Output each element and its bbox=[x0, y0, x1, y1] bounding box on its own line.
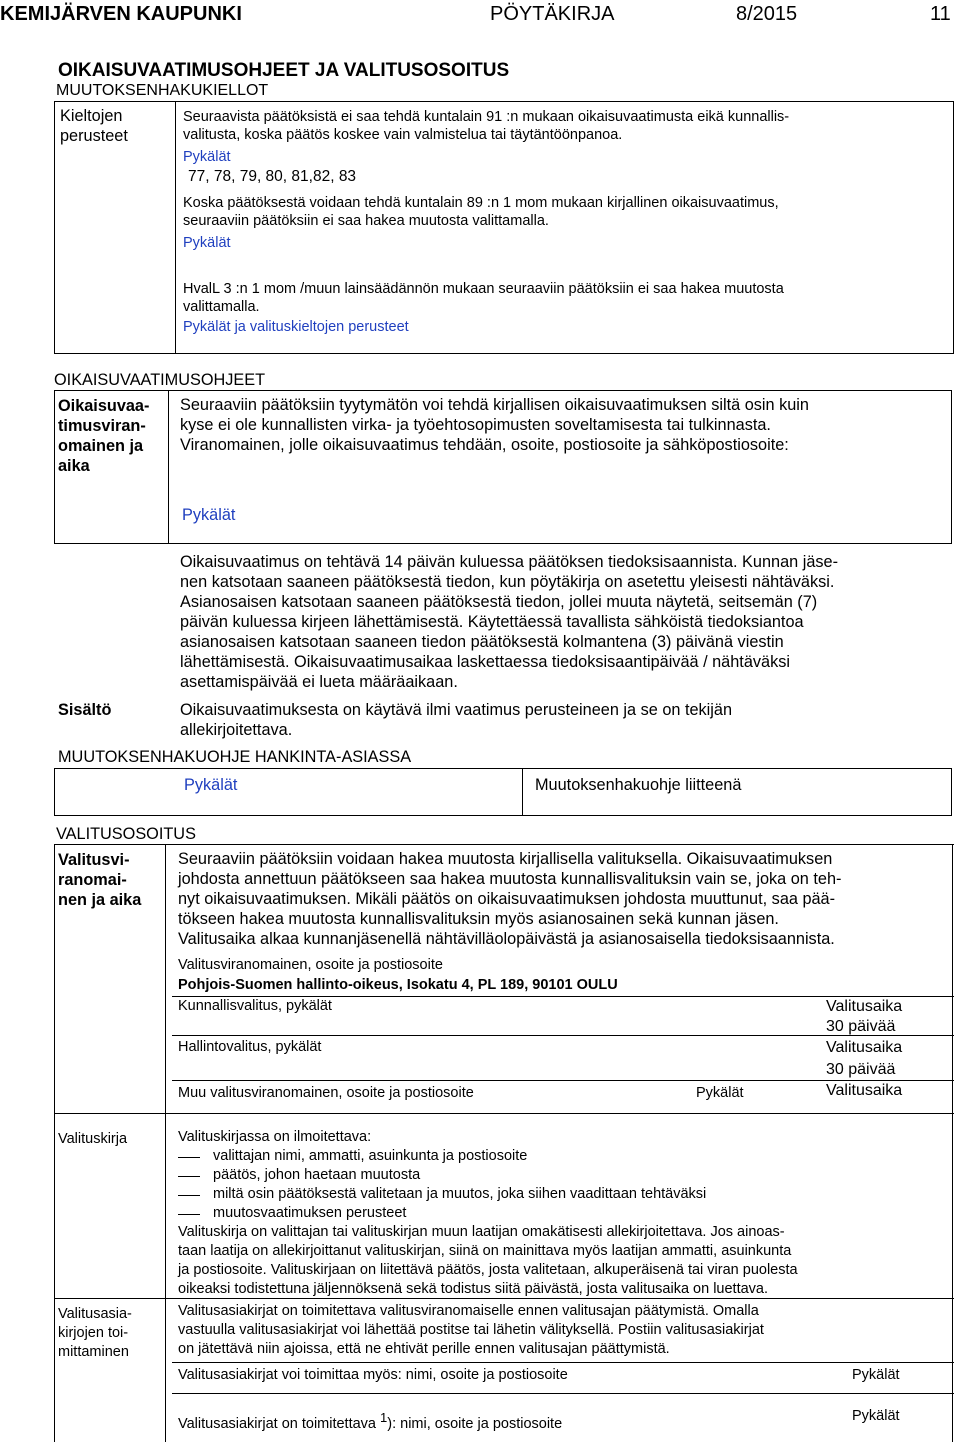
municipal-appeal-label: Kunnallisvalitus, pykälät bbox=[178, 998, 332, 1014]
section2-p3: Oikaisuvaatimuksesta on käytävä ilmi vaatimus perusteineen ja se on tekijän allekirjoitettava. bbox=[180, 701, 733, 739]
page-title: OIKAISUVAATIMUSOHJEET JA VALITUSOSOITUS bbox=[58, 60, 510, 81]
section1-heading: MUUTOKSENHAKUKIELLOT bbox=[56, 82, 269, 99]
delivery-to-label: Valitusasiakirjat on toimitettava $^1$): nimi, osoite ja postiosoite bbox=[178, 1410, 563, 1432]
section1-divider bbox=[175, 101, 176, 354]
delivery-to-pykalat: Pykälät bbox=[852, 1408, 900, 1424]
section4-label-appeal-letter: Valituskirja bbox=[58, 1131, 128, 1147]
appeal-authority-label: Valitusviranomainen, osoite ja postiosoite bbox=[178, 957, 443, 973]
section4-right-border bbox=[952, 844, 953, 1442]
section2-p2: Oikaisuvaatimus on tehtävä 14 päivän kuluessa päätöksen tiedoksisaannista. Kunnan jäse- nen katsotaan saaneen päätöksestä tiedon, kun pöytäkirja on asetettu yleisesti nähtäväksi. Asianosaisen katsotaan saaneen päätöksestä tiedon, jollei muuta näytetä, seitsemän (7) päivän kuluessa kirjeen lähettämisestä. Käytettäessä tavallista sähköistä tiedoksiantoa asianosaisen katsotaan saaneen tiedon päätöksestä kolmantena (3) päivänä viestin lähettämisestä. Oikaisuvaatimusaikaa laskettaessa tiedoksisaantipäivää / nähtäväksi asettamispäivää ei lueta määräaikaan. bbox=[180, 553, 838, 691]
section2-pykalat: Pykälät bbox=[182, 506, 236, 524]
section4-divider bbox=[165, 844, 166, 1442]
doc-number: 8/2015 bbox=[736, 3, 798, 25]
delivery-text: Valitusasiakirjat on toimitettava valitusviranomaiselle ennen valitusajan päätymistä. Omalla vastuulla valitusasiakirjat voi lähettää postitse tai lähetin välityksellä. Postiin valitusasiakirjat on jätettävä niin ajoissa, että ne ehtivät perille ennen valitusajan päättymistä. bbox=[178, 1303, 764, 1357]
administrative-appeal-time: Valitusaika 30 päivää bbox=[826, 1039, 903, 1078]
section4-left-border bbox=[54, 844, 55, 1442]
rule-6 bbox=[172, 1362, 954, 1363]
appeal-letter-item: valittajan nimi, ammatti, asuinkunta ja postiosoite bbox=[213, 1148, 528, 1164]
administrative-appeal-label: Hallintovalitus, pykälät bbox=[178, 1039, 322, 1055]
section1-pykalat-3: Pykälät ja valituskieltojen perusteet bbox=[183, 319, 409, 335]
bullet-dash bbox=[178, 1214, 200, 1215]
bullet-dash bbox=[178, 1176, 200, 1177]
section2-label-authority: Oikaisuvaa- timusviran- omainen ja aika bbox=[58, 397, 150, 475]
other-authority-pykalat: Pykälät bbox=[696, 1085, 744, 1101]
section1-pykalat-2: Pykälät bbox=[183, 235, 231, 251]
section1-label: Kieltojen perusteet bbox=[60, 107, 128, 145]
section4-top-rule bbox=[54, 844, 954, 845]
delivery-alt-pykalat: Pykälät bbox=[852, 1367, 900, 1383]
section1-numbers: 77, 78, 79, 80, 81,82, 83 bbox=[188, 168, 357, 185]
section1-pykalat-1: Pykälät bbox=[183, 149, 231, 165]
section3-pykalat: Pykälät bbox=[184, 776, 238, 794]
appeal-authority: Pohjois-Suomen hallinto-oikeus, Isokatu 4, PL 189, 90101 OULU bbox=[178, 977, 618, 993]
section2-heading: OIKAISUVAATIMUSOHJEET bbox=[54, 371, 266, 389]
doc-type: PÖYTÄKIRJA bbox=[490, 3, 615, 25]
section3-heading: MUUTOKSENHAKUOHJE HANKINTA-ASIASSA bbox=[58, 748, 412, 766]
section4-label-delivery: Valitusasia- kirjojen toi- mittaminen bbox=[58, 1306, 132, 1360]
rule-5 bbox=[54, 1298, 954, 1299]
section4-label-authority: Valitusvi- ranomai- nen ja aika bbox=[58, 851, 142, 909]
section1-p2: Koska päätöksestä voidaan tehdä kuntalain 89 :n 1 mom mukaan kirjallinen oikaisuvaatimus, seuraaviin päätöksiin ei saa hakea muutosta valittamalla. bbox=[183, 195, 779, 229]
appeal-letter-item: päätös, johon haetaan muutosta bbox=[213, 1167, 421, 1183]
section1-p1: Seuraavista päätöksistä ei saa tehdä kuntalain 91 :n mukaan oikaisuvaatimusta eikä kunnallis- valitusta, koska päätös koskee vain valmistelua tai täytäntöönpanoa. bbox=[183, 109, 790, 143]
section3-divider bbox=[522, 768, 523, 816]
other-authority-time: Valitusaika bbox=[826, 1082, 903, 1099]
appeal-letter-text: Valituskirja on valittajan tai valituskirjan muun laatijan omakätisesti allekirjoitettava. Jos ainoas- taan laatija on allekirjoittanut valituskirjan, siinä on mainittava myös laatijan ammatti, asuinkunta ja postiosoite. Valituskirjaan on liitettävä päätös, josta valitetaan, alkuperäisenä tai viran puolesta oikeaksi todistettuna jäljennöksenä sekä todistus siitä päivästä, josta valitusaika on luettava. bbox=[178, 1224, 798, 1297]
section2-p1: Seuraaviin päätöksiin tyytymätön voi tehdä kirjallisen oikaisuvaatimuksen siltä osin kuin kyse ei ole kunnallisten virka- ja työehtosopimusten soveltamisesta tai tulkinnasta. Viranomainen, jolle oikaisuvaatimus tehdään, osoite, postiosoite ja sähköpostiosoite: bbox=[180, 396, 809, 454]
other-authority-label: Muu valitusviranomainen, osoite ja postiosoite bbox=[178, 1085, 474, 1101]
municipality: KEMIJÄRVEN KAUPUNKI bbox=[0, 3, 242, 25]
section2-divider bbox=[168, 390, 169, 544]
bullet-dash bbox=[178, 1195, 200, 1196]
rule-4 bbox=[54, 1113, 954, 1114]
bullet-dash bbox=[178, 1157, 200, 1158]
section1-p3: HvalL 3 :n 1 mom /muun lainsäädännön mukaan seuraaviin päätöksiin ei saa hakea muutosta valittamalla. bbox=[183, 281, 784, 315]
delivery-alt-label: Valitusasiakirjat voi toimittaa myös: nimi, osoite ja postiosoite bbox=[178, 1367, 568, 1383]
municipal-appeal-time: Valitusaika 30 päivää bbox=[826, 998, 903, 1035]
section3-ohje: Muutoksenhakuohje liitteenä bbox=[535, 776, 742, 794]
appeal-letter-item: muutosvaatimuksen perusteet bbox=[213, 1205, 407, 1221]
appeal-letter-intro: Valituskirjassa on ilmoitettava: bbox=[178, 1129, 372, 1145]
section2-label-content: Sisältö bbox=[58, 701, 112, 719]
section4-heading: VALITUSOSOITUS bbox=[56, 825, 196, 843]
section4-p1: Seuraaviin päätöksiin voidaan hakea muutosta kirjallisella valituksella. Oikaisuvaatimuksen johdosta annettuun päätökseen saa hakea muutosta kunnallisvalituksin vain se, joka on teh- nyt oikaisuvaatimuksen. Mikäli päätös on oikaisuvaatimuksen johdosta muuttunut, saa pää- tökseen hakea muutosta kunnallisvalituksin myös asianosainen sekä kunnan jäsen. Valitusaika alkaa kunnanjäsenellä nähtävilläolopäivästä ja asianosaisella tiedoksisaannista. bbox=[178, 850, 842, 948]
rule-7 bbox=[172, 1393, 954, 1394]
appeal-letter-item: miltä osin päätöksestä valitetaan ja muutos, joka siihen vaadittaan tehtäväksi bbox=[213, 1186, 707, 1202]
page-number: 11 bbox=[930, 3, 951, 25]
